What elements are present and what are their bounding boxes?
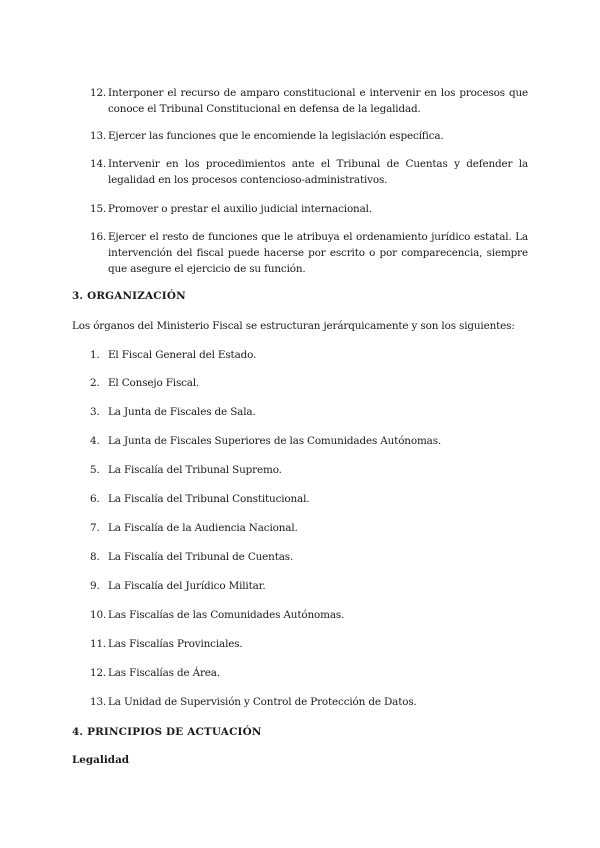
list-item-text: Ejercer el resto de funciones que le atribuya el ordenamiento jurídico estatal. La intervención del fiscal puede hacerse por escrito o por comparecencia, siempre que asegure el ejercicio de su función. <box>108 231 528 275</box>
list-item-number: 10. <box>90 609 107 621</box>
list-item <box>90 522 520 534</box>
list-item <box>90 349 520 361</box>
list-item-text: Intervenir en los procedimientos ante el Tribunal de Cuentas y defender la legalidad en los procesos contencioso-administrativos. <box>108 158 528 186</box>
list-item-number: 7. <box>90 522 100 534</box>
section-intro: Los órganos del Ministerio Fiscal se estructuran jerárquicamente y son los siguientes: <box>72 320 515 332</box>
list-item-number: 3. <box>90 406 100 418</box>
list-item-text: Ejercer las funciones que le encomiende la legislación específica. <box>108 130 444 142</box>
list-item-number: 1. <box>90 349 100 361</box>
list-item-number: 2. <box>90 377 100 389</box>
list-item <box>90 609 520 621</box>
list-item-text: La Fiscalía de la Audiencia Nacional. <box>108 522 298 534</box>
list-item-number: 13. <box>90 696 107 708</box>
list-item-number: 9. <box>90 580 100 592</box>
list-item-text: Promover o prestar el auxilio judicial internacional. <box>108 203 372 215</box>
list-item-number: 13. <box>90 130 107 142</box>
list-item-number: 11. <box>90 638 107 650</box>
list-item-text: La Fiscalía del Tribunal Supremo. <box>108 464 282 476</box>
list-item <box>90 85 528 117</box>
list-item-text: La Unidad de Supervisión y Control de Protección de Datos. <box>108 696 417 708</box>
subheading-legalidad: Legalidad <box>72 754 130 766</box>
list-item-number: 12. <box>90 87 107 99</box>
list-item <box>90 435 520 447</box>
list-item-number: 15. <box>90 203 107 215</box>
list-item-number: 14. <box>90 158 107 170</box>
list-item-number: 16. <box>90 231 107 243</box>
list-item-number: 6. <box>90 493 100 505</box>
list-item-number: 5. <box>90 464 100 476</box>
list-item <box>90 696 520 708</box>
list-item <box>90 551 520 563</box>
list-item <box>90 493 520 505</box>
list-item <box>90 128 528 144</box>
list-item-text: Las Fiscalías de Área. <box>108 667 221 679</box>
list-item <box>90 638 520 650</box>
list-item <box>90 201 528 217</box>
list-item <box>90 229 528 277</box>
list-item-text: Interponer el recurso de amparo constitucional e intervenir en los procesos que conoce el Tribunal Constitucional en defensa de la legalidad. <box>108 87 528 115</box>
list-item-number: 4. <box>90 435 100 447</box>
list-item <box>90 464 520 476</box>
list-item-text: El Fiscal General del Estado. <box>108 349 257 361</box>
section-heading-principios: 4. PRINCIPIOS DE ACTUACIÓN <box>72 726 262 738</box>
list-item-text: La Junta de Fiscales de Sala. <box>108 406 256 418</box>
list-item-text: La Fiscalía del Tribunal Constitucional. <box>108 493 310 505</box>
list-item-text: El Consejo Fiscal. <box>108 377 200 389</box>
list-item <box>90 406 520 418</box>
list-item-text: La Fiscalía del Tribunal de Cuentas. <box>108 551 294 563</box>
list-item <box>90 667 520 679</box>
list-item <box>90 377 520 389</box>
list-item <box>90 580 520 592</box>
list-item-text: La Junta de Fiscales Superiores de las Comunidades Autónomas. <box>108 435 442 447</box>
list-item-text: Las Fiscalías de las Comunidades Autónomas. <box>108 609 345 621</box>
list-item-number: 12. <box>90 667 107 679</box>
list-item-text: Las Fiscalías Provinciales. <box>108 638 243 650</box>
list-item <box>90 156 528 188</box>
list-item-number: 8. <box>90 551 100 563</box>
list-item-text: La Fiscalía del Jurídico Militar. <box>108 580 266 592</box>
section-heading-organizacion: 3. ORGANIZACIÓN <box>72 290 186 302</box>
